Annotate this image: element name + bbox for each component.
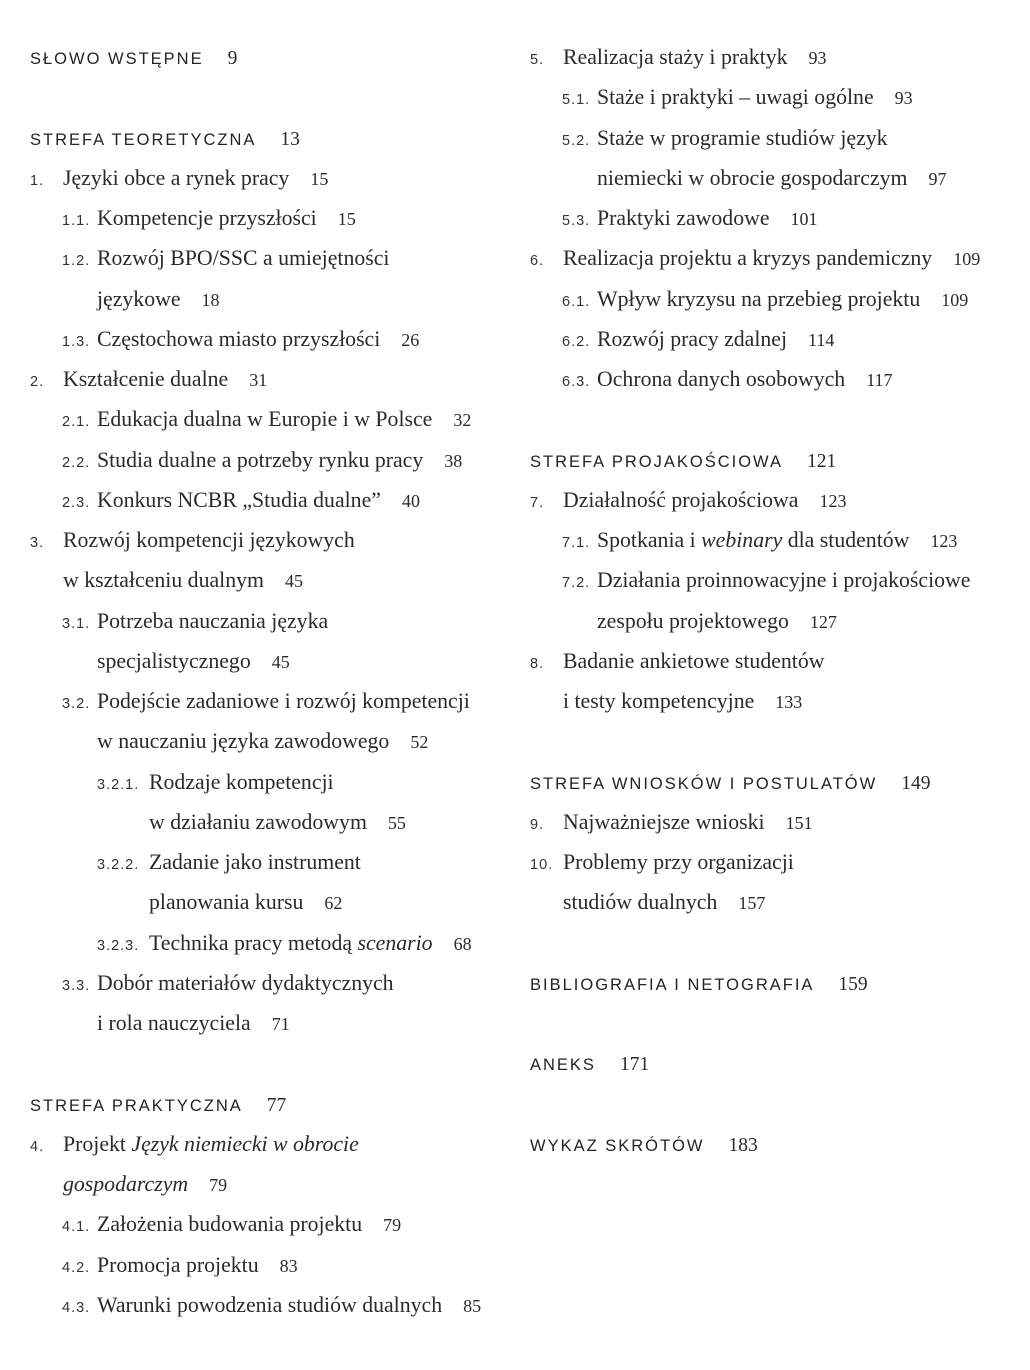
toc-subsection-entry	[30, 440, 510, 480]
page-number: 9	[227, 48, 238, 69]
subsection-number: 5.3.	[562, 213, 591, 229]
page-number: 159	[838, 973, 868, 995]
subsection-title: Podejście zadaniowe i rozwój kompetencji	[97, 689, 470, 713]
page-number: 93	[894, 88, 913, 109]
page-number: 52	[410, 732, 429, 753]
chapter-title: Najważniejsze wnioski	[563, 809, 765, 834]
subsubsection-title: Zadanie jako instrument	[149, 850, 361, 874]
toc-entry-continuation	[30, 1003, 510, 1043]
page-number: 121	[807, 450, 837, 472]
page-number: 18	[201, 289, 220, 310]
toc-subsection-entry	[30, 399, 510, 439]
subsection-number: 5.1.	[562, 92, 591, 109]
toc-entry-continuation	[30, 1164, 510, 1204]
section-title: STREFA PRAKTYCZNA	[30, 1096, 243, 1115]
page-number: 68	[453, 933, 472, 954]
page-number: 114	[808, 329, 835, 350]
page-number: 171	[619, 1054, 650, 1076]
toc-subsection-entry	[30, 319, 510, 359]
page-number: 97	[928, 168, 947, 189]
subsection-number: 4.1.	[62, 1219, 91, 1236]
toc-subsection-entry	[530, 118, 1015, 158]
toc-entry-continuation	[30, 641, 510, 681]
toc-subsection-entry	[530, 560, 1015, 600]
subsection-number: 3.1.	[62, 615, 91, 632]
chapter-number: 10.	[530, 857, 554, 873]
chapter-title: Języki obce a rynek pracy	[63, 165, 290, 190]
toc-chapter-entry	[30, 158, 510, 198]
page-number: 133	[775, 692, 803, 712]
page-number: 26	[401, 329, 420, 350]
page-number: 45	[271, 651, 290, 672]
toc-entry-continuation	[530, 681, 1015, 721]
toc-entry-continuation	[30, 560, 510, 600]
page-number: 149	[901, 772, 931, 794]
toc-subsubsection-entry	[30, 923, 510, 963]
toc-section-heading	[30, 118, 510, 158]
toc-section-heading	[30, 1084, 510, 1124]
toc-chapter-entry	[530, 238, 1015, 278]
subsection-title-end: dla studentów	[787, 528, 910, 552]
subsection-number: 3.2.	[62, 696, 91, 712]
subsection-title: Założenia budowania projektu	[97, 1212, 363, 1237]
subsection-title: Wpływ kryzysu na przebieg projektu	[597, 286, 921, 311]
subsection-number: 1.2.	[62, 253, 91, 270]
subsubsection-title-continued: w działaniu zawodowym	[149, 809, 367, 834]
chapter-number: 1.	[30, 172, 45, 189]
toc-subsection-entry	[30, 480, 510, 520]
toc-subsection-entry	[530, 198, 1015, 238]
subsection-title-continued: i rola nauczyciela	[97, 1011, 251, 1035]
subsection-title: Praktyki zawodowe	[597, 206, 770, 230]
subsection-title: Ochrona danych osobowych	[597, 367, 846, 391]
subsection-title: Promocja projektu	[97, 1252, 259, 1277]
chapter-number: 5.	[530, 52, 545, 68]
page-number: 123	[930, 531, 958, 551]
toc-section-heading	[530, 762, 1015, 802]
chapter-number: 7.	[530, 494, 545, 511]
page-number: 79	[209, 1175, 228, 1195]
toc-subsection-entry	[530, 319, 1015, 359]
toc-subsection-entry	[30, 1245, 510, 1285]
chapter-title: Realizacja staży i praktyk	[563, 45, 788, 69]
chapter-title: Kształcenie dualne	[63, 367, 229, 391]
toc-subsection-entry	[530, 77, 1015, 117]
toc-left-column	[30, 37, 510, 1325]
subsection-number: 6.2.	[562, 333, 591, 350]
page-number: 15	[310, 168, 329, 189]
page-number: 15	[337, 209, 356, 229]
subsection-title-continued: specjalistycznego	[97, 648, 251, 673]
page-number: 55	[387, 812, 406, 833]
page-number: 83	[279, 1255, 298, 1276]
subsection-title: Rozwój BPO/SSC a umiejętności	[97, 246, 390, 271]
toc-subsection-entry	[30, 681, 510, 721]
page-number: 101	[790, 209, 818, 229]
subsubsection-number: 3.2.3.	[97, 937, 140, 954]
toc-subsection-entry	[30, 238, 510, 278]
page-number: 71	[271, 1014, 290, 1034]
subsection-title: Studia dualne a potrzeby rynku pracy	[97, 447, 424, 472]
toc-subsection-entry	[530, 279, 1015, 319]
chapter-title: Projekt	[63, 1131, 126, 1156]
spacer	[530, 1003, 1015, 1043]
toc-chapter-entry	[530, 641, 1015, 681]
subsection-title-italic: webinary	[701, 528, 783, 552]
section-title: STREFA TEORETYCZNA	[30, 130, 257, 149]
spacer	[530, 923, 1015, 963]
subsubsection-title-italic: scenario	[357, 930, 433, 955]
subsection-number: 5.2.	[562, 132, 591, 149]
subsection-number: 4.2.	[62, 1259, 91, 1276]
subsubsection-title: Technika pracy metodą	[149, 930, 353, 955]
toc-chapter-entry	[30, 520, 510, 560]
chapter-title-continued: i testy kompetencyjne	[563, 689, 755, 713]
chapter-title: Realizacja projektu a kryzys pandemiczny	[563, 246, 933, 271]
toc-subsection-entry	[30, 198, 510, 238]
chapter-title-italic-continued: gospodarczym	[63, 1172, 189, 1196]
chapter-number: 4.	[30, 1138, 45, 1155]
page-number: 38	[444, 450, 463, 471]
subsection-title-continued: w nauczaniu języka zawodowego	[97, 729, 390, 754]
toc-subsubsection-entry	[30, 842, 510, 882]
page-number: 40	[401, 490, 420, 511]
chapter-number: 6.	[530, 253, 545, 270]
toc-subsection-entry	[30, 1204, 510, 1244]
toc-chapter-entry	[530, 37, 1015, 77]
subsubsection-number: 3.2.2.	[97, 857, 140, 873]
subsection-title-continued: niemiecki w obrocie gospodarczym	[597, 165, 908, 190]
page-number: 45	[284, 571, 303, 592]
toc-backmatter-heading	[530, 1124, 1015, 1164]
toc-chapter-entry	[530, 842, 1015, 882]
toc-preface-entry	[30, 37, 510, 77]
section-title: BIBLIOGRAFIA I NETOGRAFIA	[530, 975, 815, 994]
page-number: 77	[266, 1094, 287, 1116]
subsection-number: 7.1.	[562, 535, 591, 551]
chapter-number: 9.	[530, 816, 545, 833]
page-number: 85	[463, 1295, 482, 1316]
subsection-title: Staże w programie studiów język	[597, 125, 888, 150]
subsubsection-number: 3.2.1.	[97, 776, 140, 793]
toc-subsection-entry	[530, 520, 1015, 560]
toc-entry-continuation	[530, 882, 1015, 922]
subsection-number: 4.3.	[62, 1299, 91, 1316]
subsection-title: Konkurs NCBR „Studia dualne”	[97, 487, 381, 512]
toc-chapter-entry	[30, 359, 510, 399]
subsubsection-title: Rodzaje kompetencji	[149, 769, 334, 794]
toc-subsection-entry	[30, 601, 510, 641]
subsection-number: 2.3.	[62, 494, 91, 511]
section-title: ANEKS	[530, 1056, 596, 1075]
toc-entry-continuation	[530, 158, 1015, 198]
toc-backmatter-heading	[530, 1043, 1015, 1083]
page-number: 183	[728, 1134, 758, 1156]
page-number: 62	[324, 893, 343, 914]
subsection-title: Edukacja dualna w Europie i w Polsce	[97, 407, 433, 432]
subsection-title: Częstochowa miasto przyszłości	[97, 326, 381, 351]
subsection-number: 2.1.	[62, 414, 91, 431]
subsection-number: 1.3.	[62, 333, 91, 350]
spacer	[530, 1084, 1015, 1124]
page-number: 117	[866, 370, 893, 390]
toc-right-column	[530, 37, 1015, 1164]
page-number: 123	[819, 490, 847, 511]
subsection-number: 6.3.	[562, 374, 591, 390]
spacer	[530, 721, 1015, 761]
chapter-title: Problemy przy organizacji	[563, 850, 794, 874]
spacer	[30, 77, 510, 117]
chapter-title-continued: w kształceniu dualnym	[63, 568, 264, 593]
toc-backmatter-heading	[530, 963, 1015, 1003]
subsection-title: Kompetencje przyszłości	[97, 206, 317, 230]
chapter-title: Rozwój kompetencji językowych	[63, 528, 355, 552]
page-number: 13	[280, 128, 300, 150]
toc-subsubsection-entry	[30, 762, 510, 802]
section-title: SŁOWO WSTĘPNE	[30, 50, 204, 68]
toc-entry-continuation	[30, 882, 510, 922]
section-title: STREFA PROJAKOŚCIOWA	[530, 452, 784, 471]
subsection-number: 3.3.	[62, 977, 91, 994]
page-number: 93	[808, 48, 827, 68]
subsection-number: 6.1.	[562, 293, 591, 310]
subsection-title-continued: językowe	[97, 286, 181, 311]
chapter-number: 8.	[530, 655, 545, 672]
toc-subsection-entry	[30, 1285, 510, 1325]
toc-subsection-entry	[30, 963, 510, 1003]
page-number: 151	[785, 812, 813, 833]
spacer	[530, 399, 1015, 439]
toc-entry-continuation	[530, 601, 1015, 641]
page-number: 109	[941, 289, 969, 310]
toc-chapter-entry	[530, 480, 1015, 520]
chapter-title-continued: studiów dualnych	[563, 890, 718, 915]
page-number: 32	[453, 410, 472, 431]
toc-entry-continuation	[30, 802, 510, 842]
page-number: 79	[383, 1215, 402, 1236]
subsection-title: Dobór materiałów dydaktycznych	[97, 970, 394, 995]
subsection-title: Potrzeba nauczania języka	[97, 608, 329, 633]
chapter-number: 2.	[30, 374, 45, 390]
page-number: 127	[809, 611, 837, 632]
page-number: 31	[249, 370, 268, 390]
subsection-title: Działania proinnowacyjne i projakościowe	[597, 568, 971, 593]
chapter-title-italic: Język niemiecki w obrocie	[131, 1131, 359, 1156]
chapter-title: Działalność projakościowa	[563, 487, 799, 512]
subsection-title: Warunki powodzenia studiów dualnych	[97, 1292, 443, 1317]
toc-section-heading	[530, 440, 1015, 480]
section-title: STREFA WNIOSKÓW I POSTULATÓW	[530, 774, 878, 793]
section-title: WYKAZ SKRÓTÓW	[530, 1136, 705, 1155]
subsubsection-title-continued: planowania kursu	[149, 890, 304, 915]
subsection-title: Spotkania i	[597, 528, 696, 552]
page-number: 157	[738, 893, 766, 914]
toc-chapter-entry	[30, 1124, 510, 1164]
subsection-number: 2.2.	[62, 454, 91, 471]
toc-entry-continuation	[30, 279, 510, 319]
toc-entry-continuation	[30, 721, 510, 761]
toc-subsection-entry	[530, 359, 1015, 399]
chapter-number: 3.	[30, 535, 45, 551]
chapter-title: Badanie ankietowe studentów	[563, 648, 825, 673]
subsection-number: 7.2.	[562, 575, 591, 592]
page-number: 109	[953, 249, 981, 270]
spacer	[30, 1043, 510, 1083]
subsection-title: Staże i praktyki – uwagi ogólne	[597, 85, 874, 110]
subsection-title-continued: zespołu projektowego	[597, 608, 789, 633]
toc-chapter-entry	[530, 802, 1015, 842]
subsection-number: 1.1.	[62, 213, 91, 229]
subsection-title: Rozwój pracy zdalnej	[597, 326, 788, 351]
